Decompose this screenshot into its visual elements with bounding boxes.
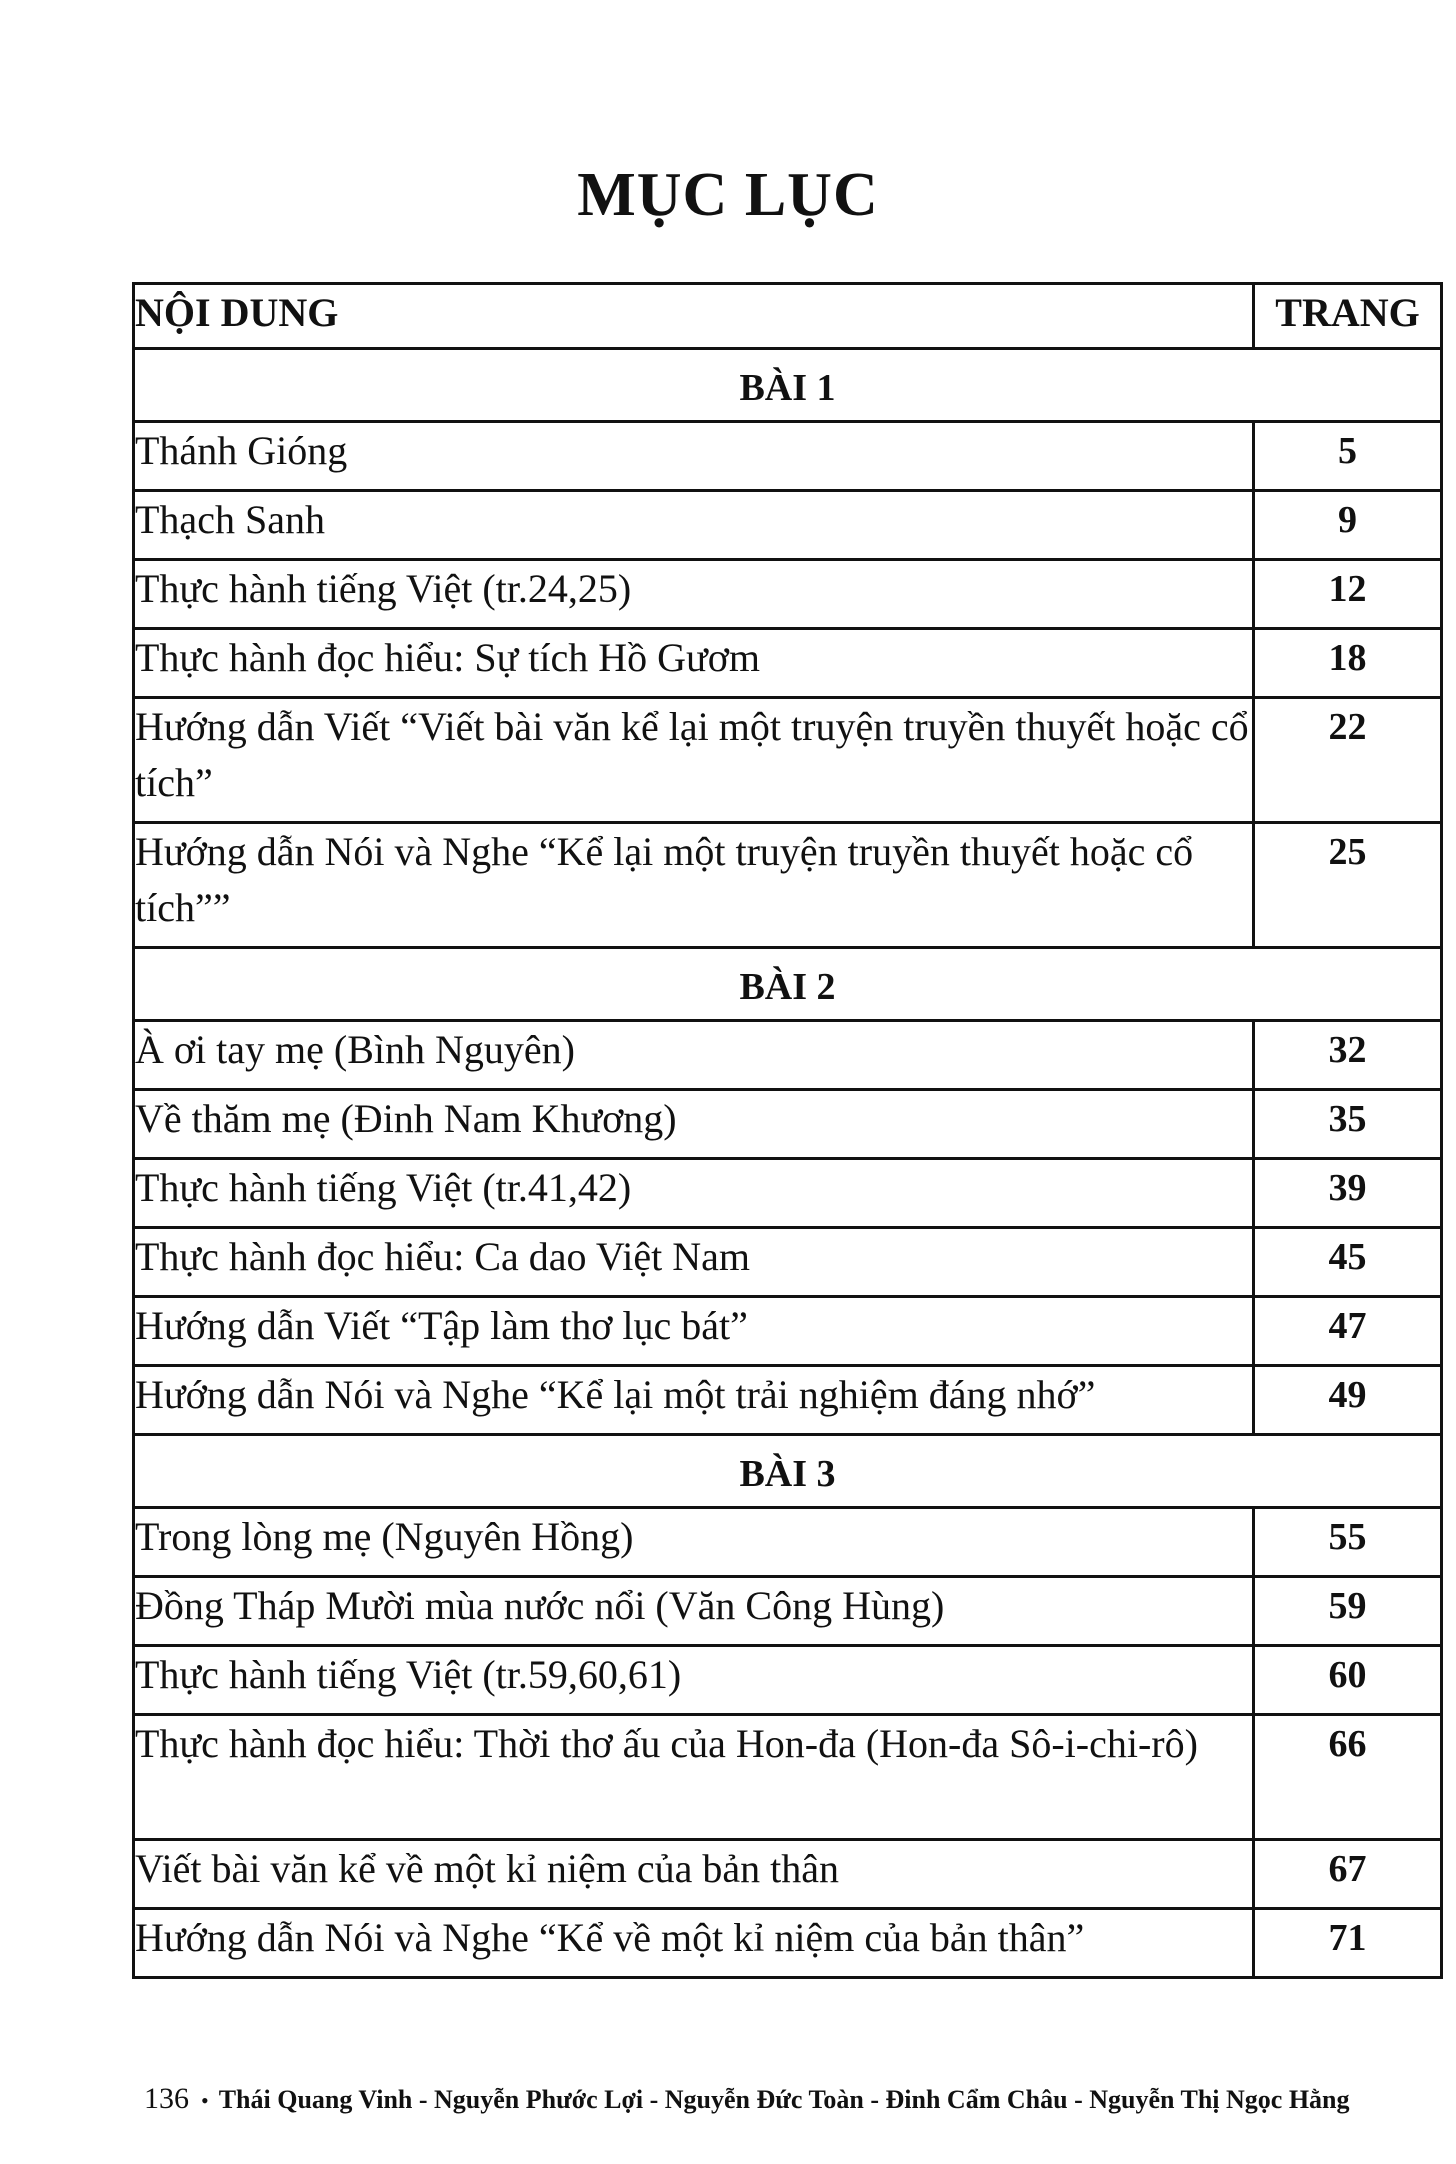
section-label: BÀI 3 bbox=[134, 1435, 1442, 1508]
entry-title: Về thăm mẹ (Đinh Nam Khương) bbox=[134, 1090, 1254, 1159]
entry-page: 67 bbox=[1254, 1840, 1442, 1909]
table-header-row bbox=[134, 284, 1442, 349]
entry-page: 12 bbox=[1254, 560, 1442, 629]
entry-title: Thực hành đọc hiểu: Sự tích Hồ Gươm bbox=[134, 629, 1254, 698]
page-title: MỤC LỤC bbox=[577, 161, 879, 229]
entry-page: 47 bbox=[1254, 1297, 1442, 1366]
header-page-label: TRANG bbox=[1254, 284, 1442, 349]
table-of-contents bbox=[132, 282, 1443, 1979]
entry-page: 32 bbox=[1254, 1021, 1442, 1090]
entry-page: 5 bbox=[1254, 422, 1442, 491]
table-row bbox=[134, 1508, 1442, 1577]
section-label: BÀI 1 bbox=[134, 349, 1442, 422]
table-row bbox=[134, 422, 1442, 491]
table-row bbox=[134, 560, 1442, 629]
table-row bbox=[134, 823, 1442, 948]
entry-page: 25 bbox=[1254, 823, 1442, 948]
table-row bbox=[134, 1840, 1442, 1909]
entry-title: Hướng dẫn Viết “Viết bài văn kể lại một truyện truyền thuyết hoặc cổ tích” bbox=[134, 698, 1254, 823]
entry-page: 9 bbox=[1254, 491, 1442, 560]
entry-title: Thực hành đọc hiểu: Ca dao Việt Nam bbox=[134, 1228, 1254, 1297]
table-row bbox=[134, 1297, 1442, 1366]
table-row bbox=[134, 1577, 1442, 1646]
entry-title: Thực hành tiếng Việt (tr.41,42) bbox=[134, 1159, 1254, 1228]
entry-title: Hướng dẫn Nói và Nghe “Kể về một kỉ niệm của bản thân” bbox=[134, 1909, 1254, 1978]
table-row bbox=[134, 1021, 1442, 1090]
entry-page: 66 bbox=[1254, 1715, 1442, 1840]
entry-title: Thực hành tiếng Việt (tr.24,25) bbox=[134, 560, 1254, 629]
table-row bbox=[134, 1715, 1442, 1840]
entry-page: 60 bbox=[1254, 1646, 1442, 1715]
entry-page: 49 bbox=[1254, 1366, 1442, 1435]
entry-page: 55 bbox=[1254, 1508, 1442, 1577]
table-row bbox=[134, 629, 1442, 698]
bullet-icon: • bbox=[201, 2088, 209, 2113]
table-row bbox=[134, 491, 1442, 560]
entry-title: Thực hành tiếng Việt (tr.59,60,61) bbox=[134, 1646, 1254, 1715]
entry-title: Viết bài văn kể về một kỉ niệm của bản thân bbox=[134, 1840, 1254, 1909]
section-row bbox=[134, 1435, 1442, 1508]
entry-page: 35 bbox=[1254, 1090, 1442, 1159]
header-content-label: NỘI DUNG bbox=[134, 284, 1254, 349]
entry-title: Hướng dẫn Nói và Nghe “Kể lại một trải nghiệm đáng nhớ” bbox=[134, 1366, 1254, 1435]
entry-page: 22 bbox=[1254, 698, 1442, 823]
entry-title: À ơi tay mẹ (Bình Nguyên) bbox=[134, 1021, 1254, 1090]
entry-title: Đồng Tháp Mười mùa nước nổi (Văn Công Hùng) bbox=[134, 1577, 1254, 1646]
section-row bbox=[134, 948, 1442, 1021]
section-row bbox=[134, 349, 1442, 422]
entry-title: Trong lòng mẹ (Nguyên Hồng) bbox=[134, 1508, 1254, 1577]
table-row bbox=[134, 1909, 1442, 1978]
entry-title: Thánh Gióng bbox=[134, 422, 1254, 491]
authors-line: Thái Quang Vinh - Nguyễn Phước Lợi - Nguyễn Đức Toàn - Đinh Cẩm Châu - Nguyễn Thị Ngọc Hằng bbox=[218, 2085, 1350, 2114]
entry-page: 39 bbox=[1254, 1159, 1442, 1228]
page-footer bbox=[144, 2082, 1350, 2116]
entry-page: 45 bbox=[1254, 1228, 1442, 1297]
entry-title: Thực hành đọc hiểu: Thời thơ ấu của Hon-đa (Hon-đa Sô-i-chi-rô) bbox=[134, 1715, 1254, 1840]
entry-title: Thạch Sanh bbox=[134, 491, 1254, 560]
table-row bbox=[134, 1646, 1442, 1715]
entry-page: 59 bbox=[1254, 1577, 1442, 1646]
entry-title: Hướng dẫn Viết “Tập làm thơ lục bát” bbox=[134, 1297, 1254, 1366]
table-row bbox=[134, 698, 1442, 823]
entry-page: 71 bbox=[1254, 1909, 1442, 1978]
table-row bbox=[134, 1090, 1442, 1159]
page-number: 136 bbox=[144, 2082, 189, 2115]
table-row bbox=[134, 1228, 1442, 1297]
section-label: BÀI 2 bbox=[134, 948, 1442, 1021]
entry-page: 18 bbox=[1254, 629, 1442, 698]
table-row bbox=[134, 1159, 1442, 1228]
entry-title: Hướng dẫn Nói và Nghe “Kể lại một truyện truyền thuyết hoặc cổ tích”” bbox=[134, 823, 1254, 948]
table-row bbox=[134, 1366, 1442, 1435]
